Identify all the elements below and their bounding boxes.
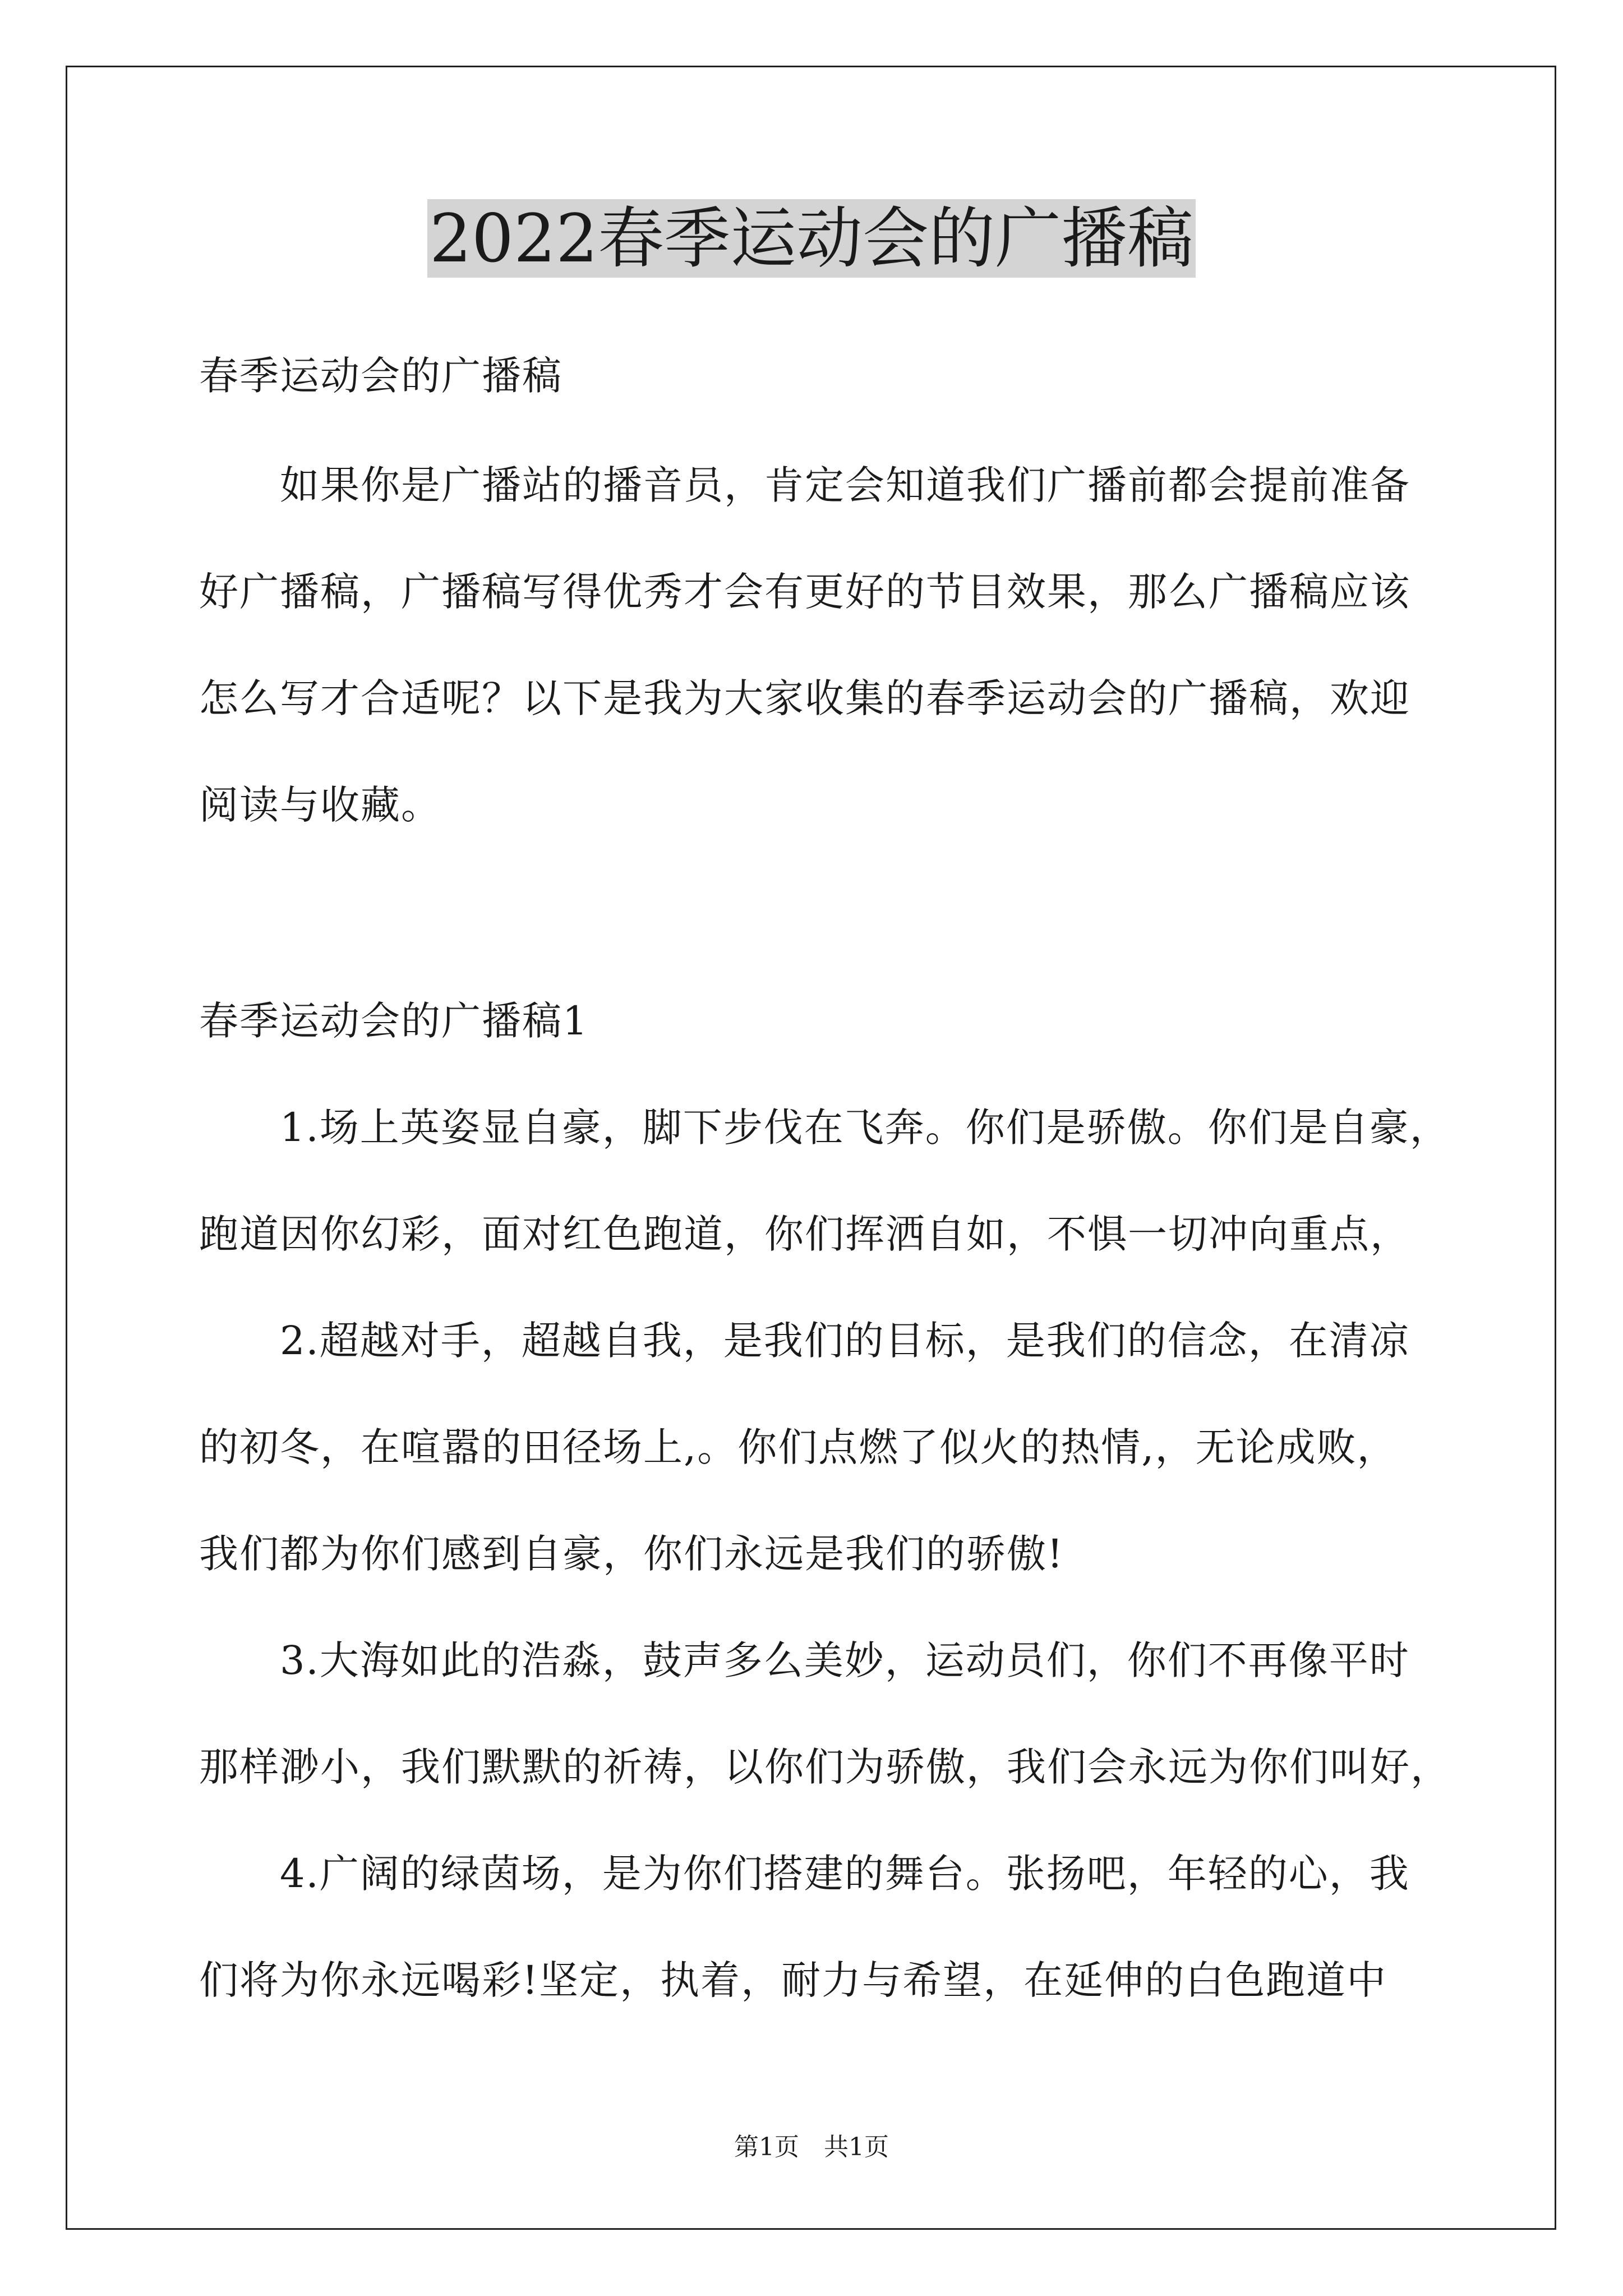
paragraph-line: 4.广阔的绿茵场，是为你们搭建的舞台。张扬吧，年轻的心，我 (199, 1851, 1410, 1897)
paragraph-line: 2.超越对手，超越自我，是我们的目标，是我们的信念，在清凉 (199, 1318, 1410, 1364)
document-title: 2022春季运动会的广播稿 (427, 199, 1196, 278)
section-heading: 春季运动会的广播稿1 (199, 998, 589, 1044)
paragraph-line: 怎么写才合适呢？以下是我为大家收集的春季运动会的广播稿，欢迎 (199, 675, 1410, 721)
paragraph-line: 跑道因你幻彩，面对红色跑道，你们挥洒自如，不惧一切冲向重点， (199, 1211, 1410, 1257)
subtitle-line: 春季运动会的广播稿 (199, 353, 562, 399)
paragraph-line: 如果你是广播站的播音员，肯定会知道我们广播前都会提前准备 (199, 462, 1410, 508)
paragraph-line: 好广播稿，广播稿写得优秀才会有更好的节目效果，那么广播稿应该 (199, 569, 1410, 615)
paragraph-line: 那样渺小，我们默默的祈祷，以你们为骄傲，我们会永远为你们叫好， (199, 1744, 1451, 1790)
paragraph-line: 1.场上英姿显自豪，脚下步伐在飞奔。你们是骄傲。你们是自豪， (199, 1105, 1450, 1151)
paragraph-line: 的初冬，在喧嚣的田径场上,。你们点燃了似火的热情,，无论成败， (199, 1424, 1398, 1470)
title-container (0, 199, 1623, 278)
paragraph-line: 我们都为你们感到自豪，你们永远是我们的骄傲! (199, 1531, 1064, 1577)
paragraph-line: 阅读与收藏。 (199, 782, 441, 828)
paragraph-line: 3.大海如此的浩淼，鼓声多么美妙，运动员们，你们不再像平时 (199, 1637, 1410, 1683)
paragraph-line: 们将为你永远喝彩!坚定，执着，耐力与希望，在延伸的白色跑道中 (199, 1957, 1387, 2003)
page-number-footer: 第1页 共1页 (734, 2133, 889, 2161)
